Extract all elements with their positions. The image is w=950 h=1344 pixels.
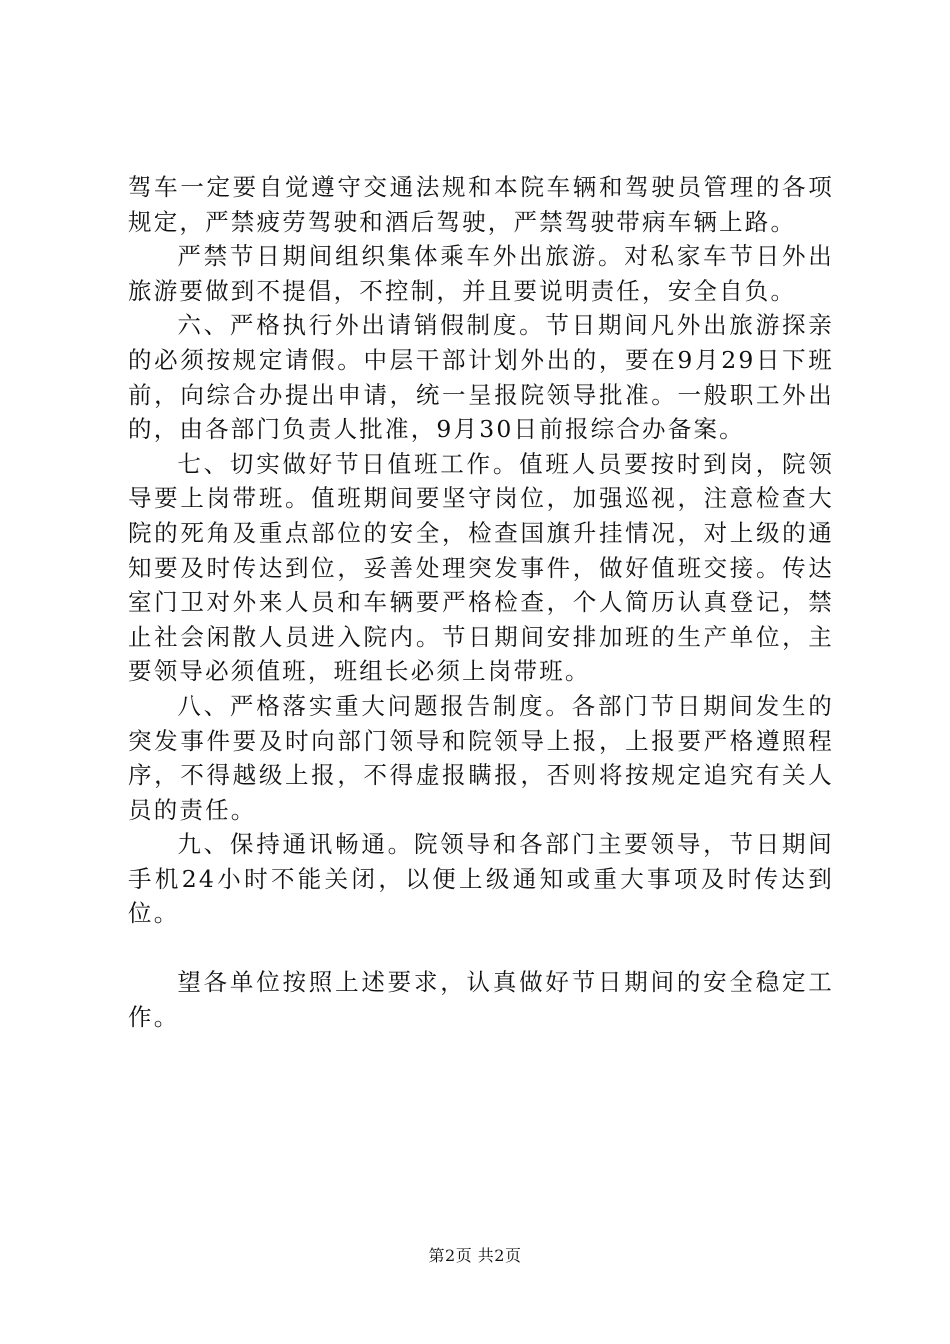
document-body bbox=[128, 170, 834, 1034]
paragraph-item-8-reporting: 八、严格落实重大问题报告制度。各部门节日期间发生的突发事件要及时向部门领导和院领导上报，上报要严格遵照程序，不得越级上报，不得虚报瞒报，否则将按规定追究有关人员的责任。 bbox=[128, 691, 834, 824]
paragraph-closing: 望各单位按照上述要求，认真做好节日期间的安全稳定工作。 bbox=[128, 968, 834, 1031]
paragraph-item-9-communication: 九、保持通讯畅通。院领导和各部门主要领导，节日期间手机24小时不能关闭，以便上级通知或重大事项及时传达到位。 bbox=[128, 830, 834, 928]
paragraph-no-group-travel: 严禁节日期间组织集体乘车外出旅游。对私家车节日外出旅游要做到不提倡，不控制，并且要说明责任，安全自负。 bbox=[128, 242, 834, 305]
paragraph-continuation: 驾车一定要自觉遵守交通法规和本院车辆和驾驶员管理的各项规定，严禁疲劳驾驶和酒后驾驶，严禁驾驶带病车辆上路。 bbox=[128, 173, 834, 236]
page-number-footer: 第2页 共2页 bbox=[428, 1246, 522, 1265]
paragraph-item-6-leave-system: 六、严格执行外出请销假制度。节日期间凡外出旅游探亲的必须按规定请假。中层干部计划外出的，要在9月29日下班前，向综合办提出申请，统一呈报院领导批准。一般职工外出的，由各部门负责人批准，9月30日前报综合办备案。 bbox=[128, 311, 834, 444]
paragraph-item-7-duty-work: 七、切实做好节日值班工作。值班人员要按时到岗，院领导要上岗带班。值班期间要坚守岗位，加强巡视，注意检查大院的死角及重点部位的安全，检查国旗升挂情况，对上级的通知要及时传达到位，妥善处理突发事件，做好值班交接。传达室门卫对外来人员和车辆要严格检查，个人简历认真登记，禁止社会闲散人员进入院内。节日期间安排加班的生产单位，主要领导必须值班，班组长必须上岗带班。 bbox=[128, 449, 834, 686]
